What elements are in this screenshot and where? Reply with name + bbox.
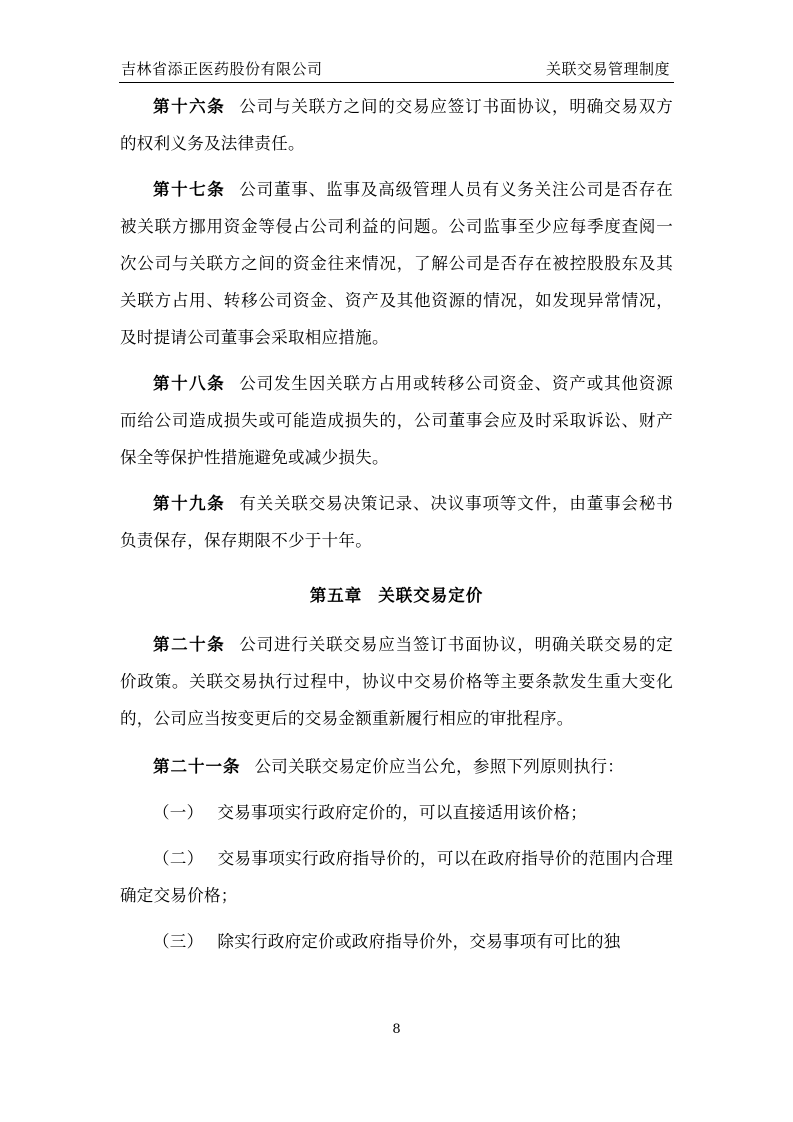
header-company-name: 吉林省添正医药股份有限公司 — [121, 60, 323, 78]
item-text: 除实行政府定价或政府指导价外，交易事项有可比的独 — [217, 932, 621, 951]
article-text: 公司与关联方之间的交易应签订书面协议，明确交易双方的权利义务及法律责任。 — [120, 97, 674, 153]
chapter-title: 关联交易定价 — [378, 586, 484, 605]
article-label: 第十七条 — [153, 180, 226, 199]
article-label: 第十六条 — [153, 97, 226, 116]
article-18 — [120, 365, 673, 476]
item-number: （三） — [153, 932, 204, 951]
page-number: 8 — [392, 1022, 401, 1037]
article-label: 第二十条 — [153, 635, 226, 654]
item-number: （二） — [153, 849, 204, 868]
item-text: 交易事项实行政府指导价的，可以在政府指导价的范围内合理确定交易价格； — [120, 849, 673, 905]
document-body — [120, 82, 673, 960]
article-17 — [120, 171, 673, 356]
spacer — [120, 559, 673, 577]
spacer — [120, 614, 673, 626]
list-item — [120, 794, 673, 831]
spacer — [120, 476, 673, 485]
spacer — [120, 785, 673, 794]
article-text: 公司关联交易定价应当公允，参照下列原则执行： — [254, 757, 625, 776]
article-text: 有关关联交易决策记录、决议事项等文件，由董事会秘书负责保存，保存期限不少于十年。 — [120, 494, 674, 550]
article-21 — [120, 748, 673, 785]
spacer — [120, 162, 673, 171]
article-label: 第十八条 — [153, 374, 226, 393]
page-header — [119, 52, 674, 83]
article-text: 公司董事、监事及高级管理人员有义务关注公司是否存在被关联方挪用资金等侵占公司利益的问题。公司监事至少应每季度查阅一次公司与关联方之间的资金往来情况，了解公司是否存在被控股股东及其关联方占用、转移公司资金、资产及其他资源的情况，如发现异常情况，及时提请公司董事会采取相应措施。 — [120, 180, 674, 347]
item-number: （一） — [153, 803, 204, 822]
spacer — [120, 737, 673, 748]
item-text: 交易事项实行政府定价的，可以直接适用该价格； — [217, 803, 588, 822]
list-item — [120, 840, 673, 914]
spacer — [120, 914, 673, 923]
list-item — [120, 923, 673, 960]
spacer — [120, 831, 673, 840]
chapter-heading — [120, 577, 673, 614]
article-19 — [120, 485, 673, 559]
article-text: 公司进行关联交易应当签订书面协议，明确关联交易的定价政策。关联交易执行过程中，协议中交易价格等主要条款发生重大变化的，公司应当按变更后的交易金额重新履行相应的审批程序。 — [120, 635, 674, 728]
article-16 — [120, 88, 673, 162]
spacer — [120, 356, 673, 365]
article-text: 公司发生因关联方占用或转移公司资金、资产或其他资源而给公司造成损失或可能造成损失的，公司董事会应及时采取诉讼、财产保全等保护性措施避免或减少损失。 — [120, 374, 674, 467]
article-label: 第十九条 — [153, 494, 226, 513]
article-20 — [120, 626, 673, 737]
header-document-title: 关联交易管理制度 — [545, 60, 670, 78]
chapter-number: 第五章 — [309, 586, 363, 605]
article-label: 第二十一条 — [153, 757, 241, 776]
